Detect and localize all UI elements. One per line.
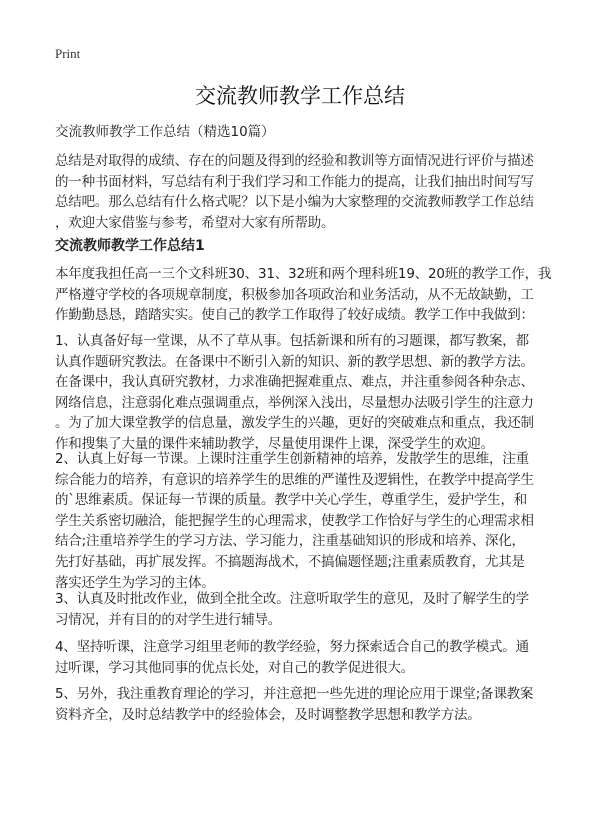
text-line: 在备课中，我认真研究教材，力求准确把握难重点、难点，并注重参阅各种杂志、 [55,374,534,391]
subtitle: 交流教师教学工作总结（精选10篇） [55,124,275,140]
text-line: 学生关系密切融洽，能把握学生的心理需求，使教学工作恰好与学生的心理需求相 [55,512,534,529]
text-line: 1、认真备好每一堂课，从不了草从事。包括新课和所有的习题课，都写教案，都 [55,333,529,349]
text-line: 资料齐全，及时总结教学中的经验体会，及时调整教学思想和教学方法。 [55,706,481,723]
text-line: 先打好基础，再扩展发挥。不搞题海战术，不搞偏题怪题;注重素质教育，尤其是 [55,553,525,570]
intro-paragraph [55,151,534,233]
text-line: 认真作题研究教法。在备课中不断引入新的知识、新的教学思想、新的教学方法。 [55,353,534,370]
text-line: 综合能力的培养，有意识的培养学生的思维的严谨性及逻辑性，在教学中提高学生 [55,471,534,488]
print-link[interactable]: Print [55,46,81,61]
text-line: 。为了加大课堂教学的信息量，激发学生的兴趣，更好的突破难点和重点，我还制 [55,415,534,432]
text-line: 习情况，并有目的的对学生进行辅导。 [55,611,282,628]
text-line: 落实还学生为学习的主体。 [55,574,215,591]
text-line: 3、认真及时批改作业，做到全批全改。注意听取学生的意见，及时了解学生的学 [55,591,529,607]
text-line: 严格遵守学校的各项规章制度，积极参加各项政治和业务活动，从不无故缺勤，工 [55,286,534,303]
text-line: 4、坚持听课，注意学习组里老师的教学经验，努力探索适合自己的教学模式。通 [55,639,529,655]
text-line: 网络信息，注意弱化难点强调重点，举例深入浅出，尽量想办法吸引学生的注意力 [55,394,534,411]
page-title: 交流教师教学工作总结 [195,84,405,108]
paragraph [55,589,529,630]
text-line: 作勤勤恳恳，踏踏实实。使自己的教学工作取得了较好成绩。教学工作中我做到： [55,307,534,324]
text-line: 2、认真上好每一节课。上课时注重学生创新精神的培养，发散学生的思维，注重 [55,451,529,467]
text-line: 总结是对取得的成绩、存在的问题及得到的经验和教训等方面情况进行评价与描述 [55,153,534,169]
paragraph [55,449,534,593]
text-line: 总结吧。那么总结有什么格式呢？以下是小编为大家整理的交流教师教学工作总结 [55,194,534,211]
text-line: 的`思维素质。保证每一节课的质量。教学中关心学生，尊重学生，爱护学生，和 [55,492,528,509]
paragraph [55,264,551,326]
text-line: 的一种书面材料，写总结有利于我们学习和工作能力的提高，让我们抽出时间写写 [55,173,534,190]
text-line: 作和搜集了大量的课件来辅助教学，尽量使用课件上课，深受学生的欢迎。 [55,435,494,452]
paragraph [55,637,529,678]
text-line: 结合;注重培养学生的学习方法、学习能力，注重基础知识的形成和培养、深化， [55,533,525,550]
text-line: 5、另外，我注重教育理论的学习，并注意把一些先进的理论应用于课堂;备课教案 [55,686,534,702]
paragraph [55,331,534,455]
text-line: ，欢迎大家借鉴与参考，希望对大家有所帮助。 [55,214,335,231]
section-heading: 交流教师教学工作总结1 [55,238,205,254]
text-line: 本年度我担任高一三个文科班30、31、32班和两个理科班19、20班的教学工作，我 [55,266,552,282]
text-line: 过听课，学习其他同事的优点长处，对自己的教学促进很大。 [55,659,415,676]
paragraph [55,684,533,725]
